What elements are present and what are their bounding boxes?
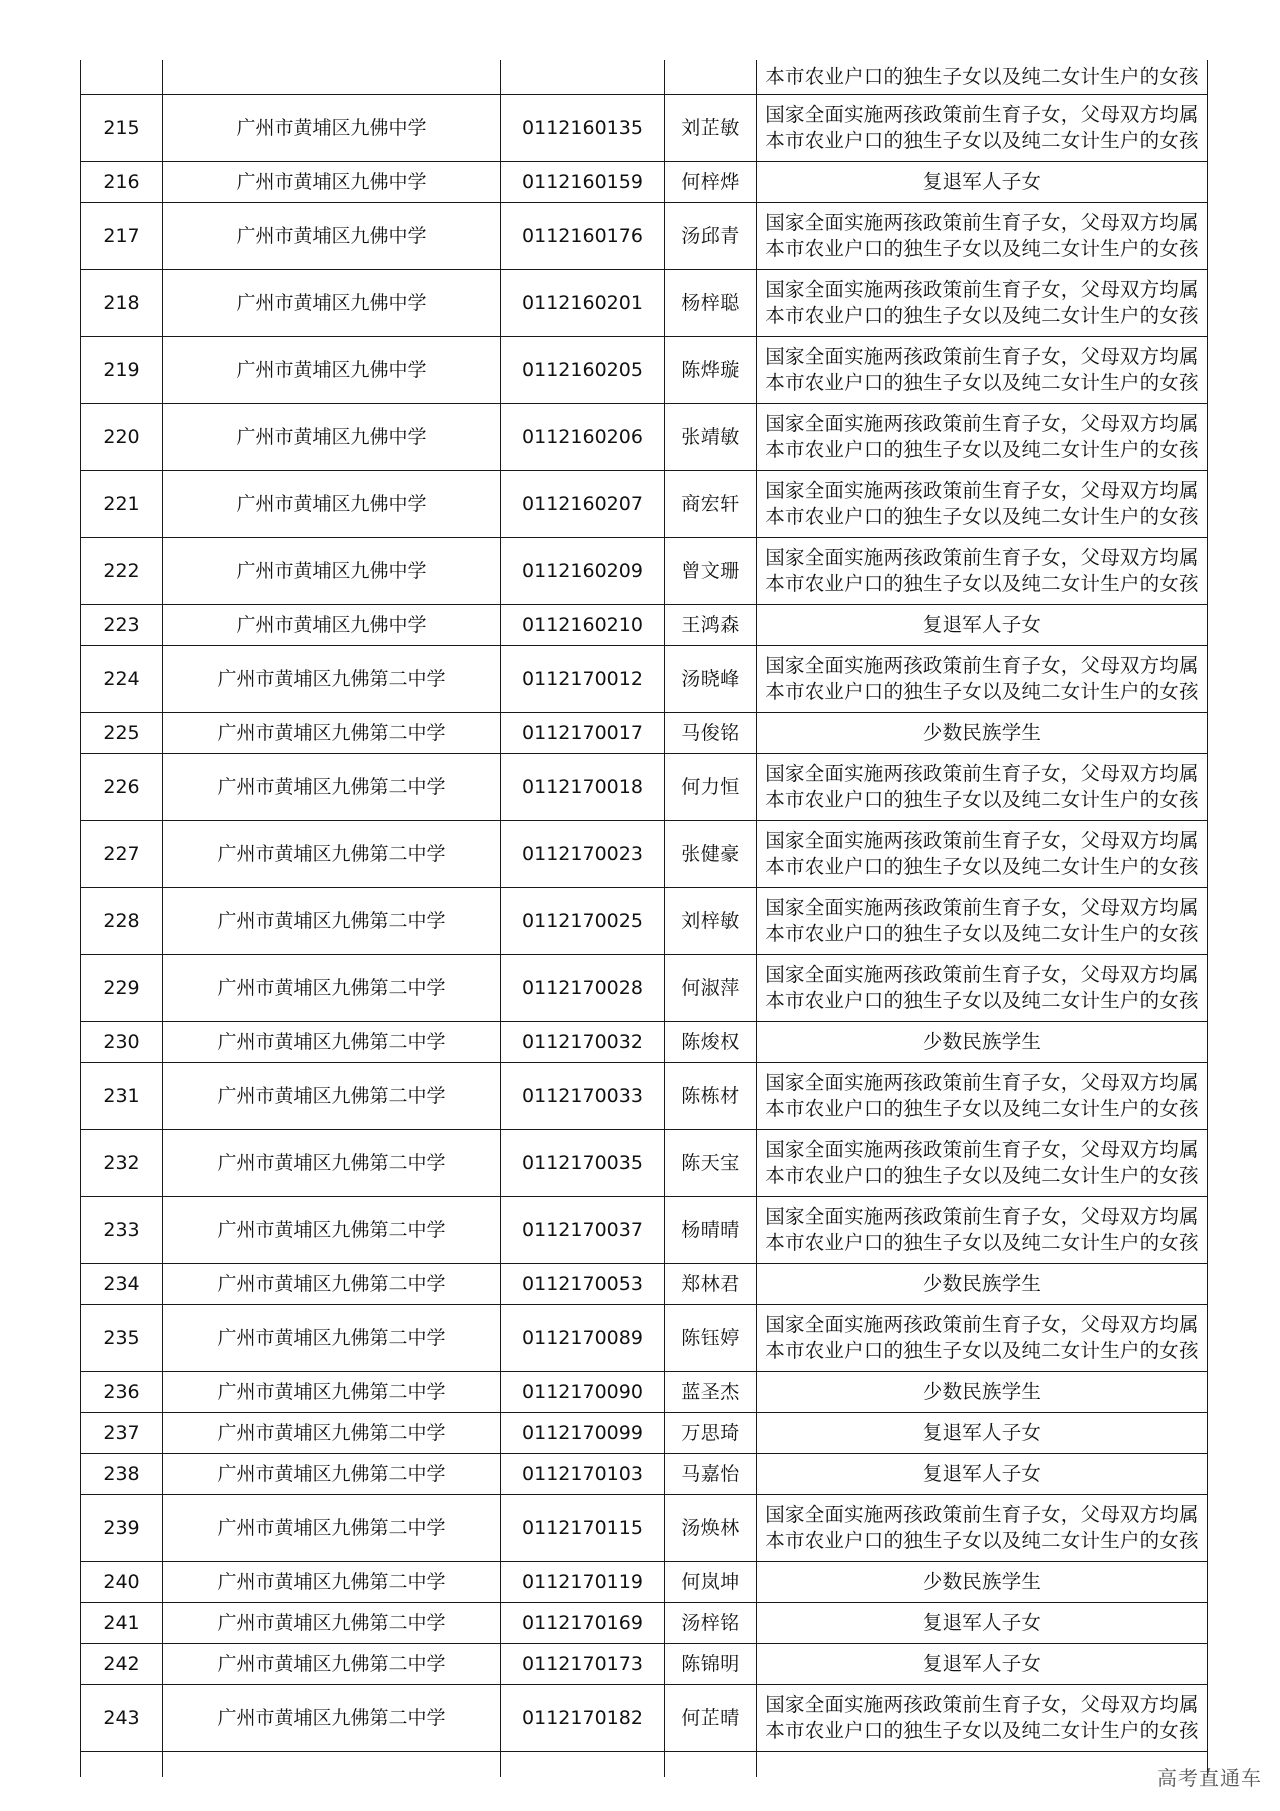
row-number: 229	[81, 955, 163, 1022]
school-name: 广州市黄埔区九佛中学	[163, 203, 501, 270]
table-row	[81, 404, 1208, 471]
row-number: 224	[81, 646, 163, 713]
table-row	[81, 538, 1208, 605]
table-row	[81, 1562, 1208, 1603]
student-id: 0112160176	[501, 203, 665, 270]
student-id: 0112170028	[501, 955, 665, 1022]
row-number: 226	[81, 754, 163, 821]
eligibility-category: 少数民族学生	[757, 1562, 1208, 1603]
eligibility-category: 国家全面实施两孩政策前生育子女，父母双方均属本市农业户口的独生子女以及纯二女计生户的女孩	[757, 337, 1208, 404]
school-name: 广州市黄埔区九佛第二中学	[163, 1022, 501, 1063]
row-number: 242	[81, 1644, 163, 1685]
student-id: 0112170025	[501, 888, 665, 955]
school-name: 广州市黄埔区九佛中学	[163, 337, 501, 404]
student-name: 张靖敏	[665, 404, 757, 471]
table-row	[81, 471, 1208, 538]
eligibility-category: 复退军人子女	[757, 1454, 1208, 1495]
student-name: 汤焕林	[665, 1495, 757, 1562]
student-id: 0112160206	[501, 404, 665, 471]
school-name: 广州市黄埔区九佛第二中学	[163, 1063, 501, 1130]
row-number: 234	[81, 1264, 163, 1305]
student-id: 0112170182	[501, 1685, 665, 1752]
student-name: 陈天宝	[665, 1130, 757, 1197]
table-row	[81, 1130, 1208, 1197]
eligibility-category: 国家全面实施两孩政策前生育子女，父母双方均属本市农业户口的独生子女以及纯二女计生户的女孩	[757, 821, 1208, 888]
row-number: 243	[81, 1685, 163, 1752]
student-name: 郑林君	[665, 1264, 757, 1305]
table-row	[81, 1495, 1208, 1562]
table-row	[81, 754, 1208, 821]
eligibility-category: 国家全面实施两孩政策前生育子女，父母双方均属本市农业户口的独生子女以及纯二女计生户的女孩	[757, 538, 1208, 605]
student-name: 何芷晴	[665, 1685, 757, 1752]
student-name: 汤晓峰	[665, 646, 757, 713]
school-name: 广州市黄埔区九佛中学	[163, 538, 501, 605]
eligibility-category: 国家全面实施两孩政策前生育子女，父母双方均属本市农业户口的独生子女以及纯二女计生户的女孩	[757, 1305, 1208, 1372]
school-name: 广州市黄埔区九佛第二中学	[163, 1644, 501, 1685]
student-name: 蓝圣杰	[665, 1372, 757, 1413]
eligibility-category: 国家全面实施两孩政策前生育子女，父母双方均属本市农业户口的独生子女以及纯二女计生户的女孩	[757, 203, 1208, 270]
row-number: 222	[81, 538, 163, 605]
student-name: 杨梓聪	[665, 270, 757, 337]
school-name: 广州市黄埔区九佛中学	[163, 605, 501, 646]
row-number: 235	[81, 1305, 163, 1372]
watermark: 高考直通车	[1157, 1766, 1262, 1790]
table-row	[81, 821, 1208, 888]
school-name: 广州市黄埔区九佛第二中学	[163, 1495, 501, 1562]
table-row	[81, 713, 1208, 754]
row-number: 240	[81, 1562, 163, 1603]
row-number: 237	[81, 1413, 163, 1454]
table-row	[81, 1372, 1208, 1413]
row-number: 239	[81, 1495, 163, 1562]
eligibility-category: 国家全面实施两孩政策前生育子女，父母双方均属本市农业户口的独生子女以及纯二女计生户的女孩	[757, 1130, 1208, 1197]
student-id: 0112160207	[501, 471, 665, 538]
table-row	[81, 95, 1208, 162]
table-row	[81, 1644, 1208, 1685]
eligibility-category: 复退军人子女	[757, 1644, 1208, 1685]
eligibility-category: 国家全面实施两孩政策前生育子女，父母双方均属本市农业户口的独生子女以及纯二女计生户的女孩	[757, 95, 1208, 162]
table-row	[81, 1022, 1208, 1063]
student-id: 0112160201	[501, 270, 665, 337]
student-name: 陈钰婷	[665, 1305, 757, 1372]
student-list-table	[80, 60, 1208, 1777]
student-id: 0112170089	[501, 1305, 665, 1372]
table-row	[81, 1685, 1208, 1752]
student-name: 汤梓铭	[665, 1603, 757, 1644]
eligibility-category: 国家全面实施两孩政策前生育子女，父母双方均属本市农业户口的独生子女以及纯二女计生户的女孩	[757, 1685, 1208, 1752]
student-id: 0112170012	[501, 646, 665, 713]
student-name: 曾文珊	[665, 538, 757, 605]
table-row	[81, 605, 1208, 646]
eligibility-category: 本市农业户口的独生子女以及纯二女计生户的女孩	[757, 60, 1208, 95]
table-body	[81, 60, 1208, 1777]
row-number: 233	[81, 1197, 163, 1264]
school-name: 广州市黄埔区九佛第二中学	[163, 713, 501, 754]
student-id: 0112170023	[501, 821, 665, 888]
school-name: 广州市黄埔区九佛第二中学	[163, 1685, 501, 1752]
eligibility-category: 国家全面实施两孩政策前生育子女，父母双方均属本市农业户口的独生子女以及纯二女计生户的女孩	[757, 888, 1208, 955]
eligibility-category: 国家全面实施两孩政策前生育子女，父母双方均属本市农业户口的独生子女以及纯二女计生户的女孩	[757, 1495, 1208, 1562]
eligibility-category: 国家全面实施两孩政策前生育子女，父母双方均属本市农业户口的独生子女以及纯二女计生户的女孩	[757, 404, 1208, 471]
student-id: 0112170119	[501, 1562, 665, 1603]
table-row	[81, 1752, 1208, 1778]
student-id: 0112170018	[501, 754, 665, 821]
table-row	[81, 162, 1208, 203]
student-id: 0112160209	[501, 538, 665, 605]
row-number: 223	[81, 605, 163, 646]
row-number: 216	[81, 162, 163, 203]
student-id: 0112170103	[501, 1454, 665, 1495]
school-name: 广州市黄埔区九佛第二中学	[163, 1413, 501, 1454]
row-number: 220	[81, 404, 163, 471]
student-id: 0112170173	[501, 1644, 665, 1685]
table-row	[81, 270, 1208, 337]
row-number: 238	[81, 1454, 163, 1495]
table-row	[81, 60, 1208, 95]
student-name: 张健豪	[665, 821, 757, 888]
student-name	[665, 60, 757, 95]
row-number: 218	[81, 270, 163, 337]
eligibility-category: 复退军人子女	[757, 605, 1208, 646]
row-number: 228	[81, 888, 163, 955]
school-name: 广州市黄埔区九佛中学	[163, 95, 501, 162]
table-row	[81, 1603, 1208, 1644]
student-name: 马俊铭	[665, 713, 757, 754]
school-name: 广州市黄埔区九佛第二中学	[163, 1372, 501, 1413]
table-row	[81, 1063, 1208, 1130]
school-name: 广州市黄埔区九佛第二中学	[163, 1305, 501, 1372]
student-id: 0112160210	[501, 605, 665, 646]
eligibility-category: 国家全面实施两孩政策前生育子女，父母双方均属本市农业户口的独生子女以及纯二女计生户的女孩	[757, 270, 1208, 337]
eligibility-category: 少数民族学生	[757, 1264, 1208, 1305]
school-name: 广州市黄埔区九佛第二中学	[163, 888, 501, 955]
student-id: 0112170099	[501, 1413, 665, 1454]
row-number: 231	[81, 1063, 163, 1130]
row-number: 227	[81, 821, 163, 888]
eligibility-category: 国家全面实施两孩政策前生育子女，父母双方均属本市农业户口的独生子女以及纯二女计生户的女孩	[757, 754, 1208, 821]
student-id: 0112170035	[501, 1130, 665, 1197]
school-name: 广州市黄埔区九佛中学	[163, 162, 501, 203]
school-name: 广州市黄埔区九佛第二中学	[163, 955, 501, 1022]
student-name: 何力恒	[665, 754, 757, 821]
school-name: 广州市黄埔区九佛中学	[163, 270, 501, 337]
row-number: 221	[81, 471, 163, 538]
student-name	[665, 1752, 757, 1778]
student-id: 0112160205	[501, 337, 665, 404]
table-row	[81, 1197, 1208, 1264]
student-id: 0112170033	[501, 1063, 665, 1130]
row-number: 217	[81, 203, 163, 270]
student-name: 陈焌权	[665, 1022, 757, 1063]
row-number: 219	[81, 337, 163, 404]
row-number	[81, 1752, 163, 1778]
school-name: 广州市黄埔区九佛第二中学	[163, 1603, 501, 1644]
row-number	[81, 60, 163, 95]
school-name: 广州市黄埔区九佛第二中学	[163, 1130, 501, 1197]
row-number: 225	[81, 713, 163, 754]
student-name: 刘芷敏	[665, 95, 757, 162]
table-row	[81, 203, 1208, 270]
eligibility-category: 国家全面实施两孩政策前生育子女，父母双方均属本市农业户口的独生子女以及纯二女计生户的女孩	[757, 1063, 1208, 1130]
student-name: 王鸿森	[665, 605, 757, 646]
school-name: 广州市黄埔区九佛第二中学	[163, 1562, 501, 1603]
student-name: 汤邱青	[665, 203, 757, 270]
school-name: 广州市黄埔区九佛第二中学	[163, 1454, 501, 1495]
student-name: 何岚坤	[665, 1562, 757, 1603]
student-name: 马嘉怡	[665, 1454, 757, 1495]
school-name: 广州市黄埔区九佛第二中学	[163, 754, 501, 821]
table-row	[81, 646, 1208, 713]
row-number: 215	[81, 95, 163, 162]
school-name: 广州市黄埔区九佛第二中学	[163, 1264, 501, 1305]
school-name: 广州市黄埔区九佛中学	[163, 471, 501, 538]
eligibility-category: 国家全面实施两孩政策前生育子女，父母双方均属本市农业户口的独生子女以及纯二女计生户的女孩	[757, 646, 1208, 713]
table-row	[81, 1413, 1208, 1454]
table-row	[81, 337, 1208, 404]
student-name: 陈栋材	[665, 1063, 757, 1130]
student-name: 杨晴晴	[665, 1197, 757, 1264]
row-number: 230	[81, 1022, 163, 1063]
eligibility-category: 少数民族学生	[757, 1022, 1208, 1063]
student-id: 0112170037	[501, 1197, 665, 1264]
table-row	[81, 1305, 1208, 1372]
school-name: 广州市黄埔区九佛第二中学	[163, 1197, 501, 1264]
eligibility-category: 复退军人子女	[757, 1603, 1208, 1644]
student-name: 万思琦	[665, 1413, 757, 1454]
student-id: 0112170090	[501, 1372, 665, 1413]
table-row	[81, 1264, 1208, 1305]
row-number: 236	[81, 1372, 163, 1413]
student-id: 0112170115	[501, 1495, 665, 1562]
student-name: 陈烨璇	[665, 337, 757, 404]
student-name: 何淑萍	[665, 955, 757, 1022]
eligibility-category: 国家全面实施两孩政策前生育子女，父母双方均属本市农业户口的独生子女以及纯二女计生户的女孩	[757, 471, 1208, 538]
eligibility-category: 国家全面实施两孩政策前生育子女，父母双方均属本市农业户口的独生子女以及纯二女计生户的女孩	[757, 1197, 1208, 1264]
school-name: 广州市黄埔区九佛中学	[163, 404, 501, 471]
student-id: 0112170032	[501, 1022, 665, 1063]
school-name: 广州市黄埔区九佛第二中学	[163, 821, 501, 888]
eligibility-category: 国家全面实施两孩政策前生育子女，父母双方均属本市农业户口的独生子女以及纯二女计生户的女孩	[757, 955, 1208, 1022]
eligibility-category	[757, 1752, 1208, 1778]
eligibility-category: 少数民族学生	[757, 713, 1208, 754]
eligibility-category: 少数民族学生	[757, 1372, 1208, 1413]
student-name: 何梓烨	[665, 162, 757, 203]
table-row	[81, 888, 1208, 955]
row-number: 232	[81, 1130, 163, 1197]
student-id: 0112160159	[501, 162, 665, 203]
eligibility-category: 复退军人子女	[757, 1413, 1208, 1454]
student-id: 0112170053	[501, 1264, 665, 1305]
school-name: 广州市黄埔区九佛第二中学	[163, 646, 501, 713]
table-row	[81, 955, 1208, 1022]
school-name	[163, 1752, 501, 1778]
student-name: 商宏轩	[665, 471, 757, 538]
student-name: 陈锦明	[665, 1644, 757, 1685]
student-name: 刘梓敏	[665, 888, 757, 955]
student-id: 0112170169	[501, 1603, 665, 1644]
student-id: 0112160135	[501, 95, 665, 162]
student-id: 0112170017	[501, 713, 665, 754]
student-id	[501, 60, 665, 95]
table-row	[81, 1454, 1208, 1495]
row-number: 241	[81, 1603, 163, 1644]
school-name	[163, 60, 501, 95]
student-id	[501, 1752, 665, 1778]
eligibility-category: 复退军人子女	[757, 162, 1208, 203]
